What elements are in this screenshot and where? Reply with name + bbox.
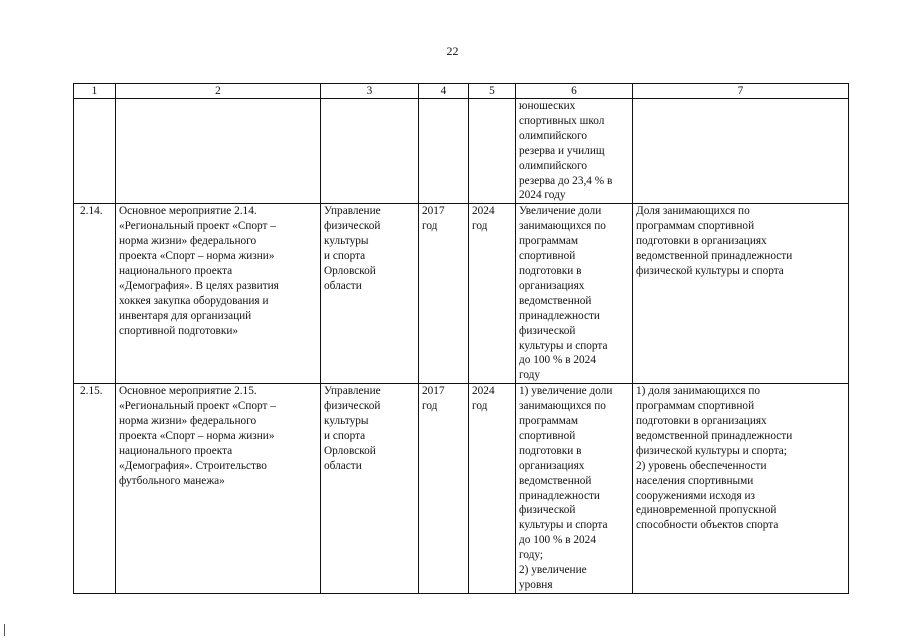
header-row [74,84,849,99]
executor-cell: Управление физической культуры и спорта Орловской области [321,384,419,594]
start-year-cell [419,99,469,204]
start-year-cell: 2017 год [419,204,469,384]
event-cell [116,99,321,204]
result-cell: Увеличение доли занимающихся по программам спортивной подготовки в организациях ведомственной принадлежности физической культуры и спорта до 100 % в 2024 году [516,204,633,384]
column-header: 5 [469,84,516,99]
result-cell: юношеских спортивных школ олимпийского резерва и училищ олимпийского резерва до 23,4 % в 2024 году [516,99,633,204]
column-header: 1 [74,84,116,99]
event-cell: Основное мероприятие 2.14. «Региональный проект «Спорт – норма жизни» федерального проекта «Спорт – норма жизни» национального проекта «Демография». В целях развития хоккея закупка оборудования и инвентаря для организаций спортивной подготовки» [116,204,321,384]
column-header: 4 [419,84,469,99]
scan-edge-mark [4,624,5,636]
event-cell: Основное мероприятие 2.15. «Региональный проект «Спорт – норма жизни» федерального проекта «Спорт – норма жизни» национального проекта «Демография». Строительство футбольного манежа» [116,384,321,594]
column-header: 2 [116,84,321,99]
indicator-cell: 1) доля занимающихся по программам спортивной подготовки в организациях ведомственной принадлежности физической культуры и спорта; 2) уровень обеспеченности населения спортивными сооружениями исходя из единовременной пропускной способности объектов спорта [633,384,849,594]
indicator-cell [633,99,849,204]
page-number: 22 [446,44,459,58]
executor-cell: Управление физической культуры и спорта Орловской области [321,204,419,384]
table-row [74,384,849,594]
table-row [74,99,849,204]
executor-cell [321,99,419,204]
column-header: 3 [321,84,419,99]
row-number-cell: 2.15. [74,384,116,594]
start-year-cell: 2017 год [419,384,469,594]
indicator-cell: Доля занимающихся по программам спортивной подготовки в организациях ведомственной принадлежности физической культуры и спорта [633,204,849,384]
measures-table [73,83,849,594]
result-cell: 1) увеличение доли занимающихся по программам спортивной подготовки в организациях ведомственной принадлежности физической культуры и спорта до 100 % в 2024 году; 2) увеличение уровня [516,384,633,594]
end-year-cell: 2024 год [469,384,516,594]
table-row [74,204,849,384]
row-number-cell [74,99,116,204]
column-header: 6 [516,84,633,99]
row-number-cell: 2.14. [74,204,116,384]
end-year-cell [469,99,516,204]
column-header: 7 [633,84,849,99]
end-year-cell: 2024 год [469,204,516,384]
